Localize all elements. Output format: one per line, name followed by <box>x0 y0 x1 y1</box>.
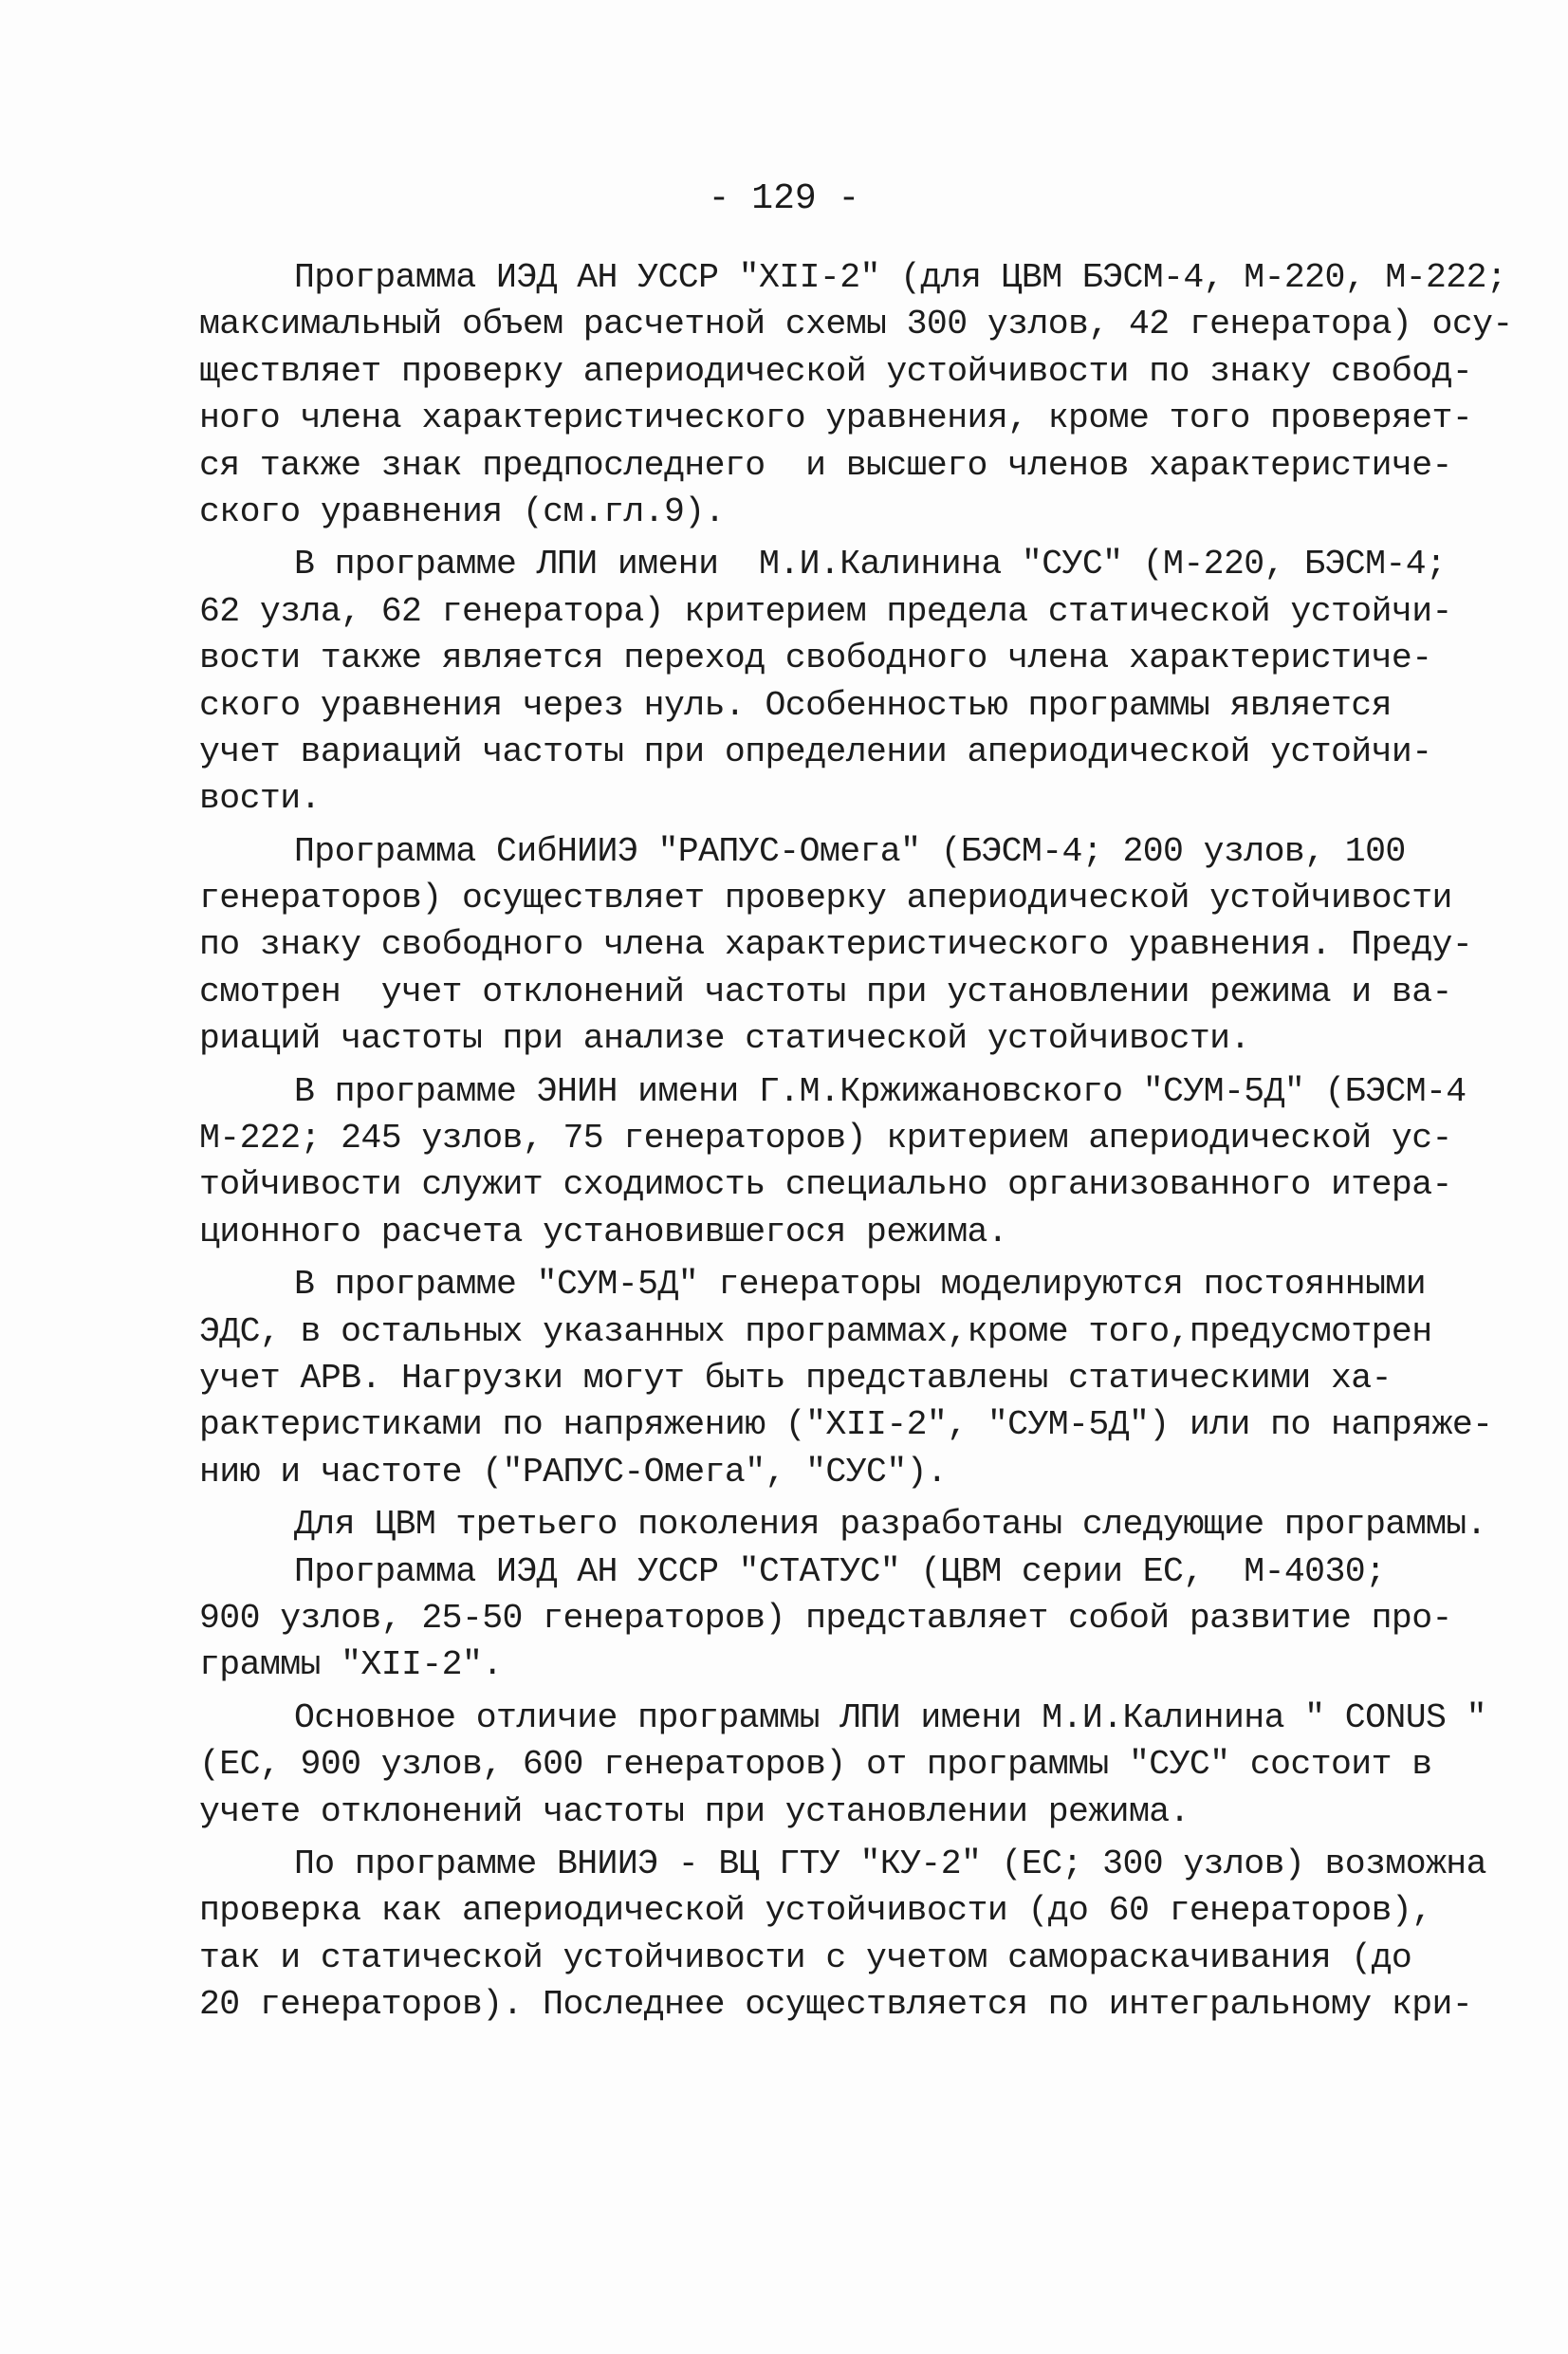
text-line: нию и частоте ("РАПУС-Омега", "СУС"). <box>199 1452 948 1492</box>
text-line: ся также знак предпоследнего и высшего членов характеристиче- <box>199 445 1452 485</box>
text-line: учет вариаций частоты при определении апериодической устойчи- <box>199 732 1432 771</box>
text-line: Основное отличие программы ЛПИ имени М.И.Калинина " CONUS " <box>294 1697 1486 1737</box>
text-line: Программа ИЭД АН УССР "СТАТУС" (ЦВМ серии ЕС, М-4030; <box>294 1551 1386 1591</box>
text-line: Программа ИЭД АН УССР "XII-2" (для ЦВМ БЭСМ-4, М-220, М-222; <box>294 258 1507 297</box>
text-line: тойчивости служит сходимость специально организованного итера- <box>199 1165 1452 1205</box>
text-line: В программе ЛПИ имени М.И.Калинина "СУС" (М-220, БЭСМ-4; <box>294 545 1447 584</box>
text-line: В программе "СУМ-5Д" генераторы моделируются постоянными <box>294 1265 1427 1305</box>
text-line: учете отклонений частоты при установлении режима. <box>199 1791 1190 1831</box>
text-line: ского уравнения через нуль. Особенностью программы является <box>199 685 1392 725</box>
text-line: ного члена характеристического уравнения, кроме того проверяет- <box>199 399 1473 438</box>
text-line: по знаку свободного члена характеристического уравнения. Преду- <box>199 925 1473 965</box>
text-line: ЭДС, в остальных указанных программах,кроме того,предусмотрен <box>199 1311 1432 1351</box>
text-line: максимальный объем расчетной схемы 300 узлов, 42 генератора) осу- <box>199 305 1513 344</box>
text-line: вости. <box>199 779 321 819</box>
text-line: риаций частоты при анализе статической устойчивости. <box>199 1019 1250 1059</box>
text-line: рактеристиками по напряжению ("XII-2", "СУМ-5Д") или по напряже- <box>199 1405 1493 1445</box>
text-line: проверка как апериодической устойчивости (до 60 генераторов), <box>199 1891 1432 1931</box>
text-line: ского уравнения (см.гл.9). <box>199 491 725 531</box>
text-line: (ЕС, 900 узлов, 600 генераторов) от программы "СУС" состоит в <box>199 1745 1432 1785</box>
text-line: смотрен учет отклонений частоты при установлении режима и ва- <box>199 972 1452 1011</box>
text-line: 62 узла, 62 генератора) критерием предела статической устойчи- <box>199 591 1452 631</box>
text-line: 20 генераторов). Последнее осуществляется по интегральному кри- <box>199 1985 1473 2025</box>
text-line: вости также является переход свободного члена характеристиче- <box>199 639 1432 678</box>
body-text <box>199 254 1513 2028</box>
text-line: граммы "XII-2". <box>199 1645 503 1685</box>
text-line: Для ЦВМ третьего поколения разработаны следующие программы. <box>294 1505 1486 1545</box>
text-line: учет АРВ. Нагрузки могут быть представлены статическими ха- <box>199 1358 1392 1398</box>
text-line: По программе ВНИИЭ - ВЦ ГТУ "КУ-2" (ЕС; 300 узлов) возможна <box>294 1844 1486 1883</box>
text-line: Программа СибНИИЭ "РАПУС-Омега" (БЭСМ-4; 200 узлов, 100 <box>294 831 1406 871</box>
text-line: ционного расчета установившегося режима. <box>199 1212 1008 1251</box>
text-line: М-222; 245 узлов, 75 генераторов) критерием апериодической ус- <box>199 1119 1452 1158</box>
text-line: 900 узлов, 25-50 генераторов) представляет собой развитие про- <box>199 1598 1452 1638</box>
text-line: ществляет проверку апериодической устойчивости по знаку свобод- <box>199 351 1473 391</box>
text-line: генераторов) осуществляет проверку апериодической устойчивости <box>199 879 1452 918</box>
text-line: В программе ЭНИН имени Г.М.Кржижановского "СУМ-5Д" (БЭСМ-4 <box>294 1071 1467 1111</box>
page-number: - 129 - <box>708 178 860 219</box>
text-line: так и статической устойчивости с учетом самораскачивания (до <box>199 1937 1412 1977</box>
